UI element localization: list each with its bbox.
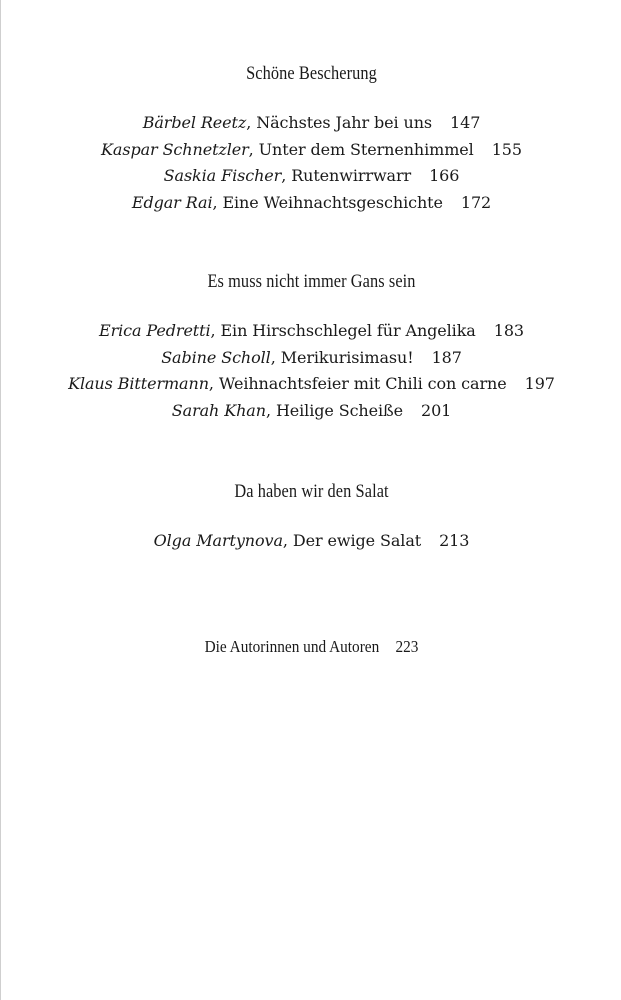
toc-section-schoene-bescherung (1, 62, 621, 216)
entry-page-number: 201 (420, 400, 452, 420)
toc-entry[interactable] (1, 110, 621, 137)
entry-separator: , (248, 139, 259, 159)
entry-page-number: 183 (493, 321, 524, 340)
entry-separator: , (210, 321, 221, 340)
entry-separator: , (208, 374, 219, 393)
toc-entry[interactable] (1, 137, 621, 164)
appendix-title: Die Autorinnen und Autoren (204, 637, 380, 656)
toc-entry[interactable] (1, 398, 621, 425)
entry-author: Sabine Scholl (161, 347, 271, 367)
section-heading: Schöne Bescherung (246, 63, 377, 84)
entry-title: Ein Hirschschlegel für Angelika (220, 321, 476, 340)
entry-page-number: 172 (460, 192, 492, 212)
entry-author: Erica Pedretti (99, 321, 211, 340)
entry-page-number: 166 (429, 166, 460, 185)
entry-page-number: 197 (524, 374, 555, 393)
entry-title: Rutenwirrwarr (291, 166, 412, 185)
entry-separator: , (282, 531, 293, 550)
entry-title: Eine Weihnachtsgeschichte (222, 192, 443, 212)
entry-page-number: 213 (439, 531, 470, 550)
entry-list (1, 528, 621, 555)
entry-author: Klaus Bittermann (68, 374, 209, 393)
entry-separator: , (212, 192, 223, 212)
toc-entry[interactable] (1, 371, 621, 398)
appendix-page-number: 223 (395, 637, 419, 656)
entry-title: Der ewige Salat (292, 531, 422, 550)
entry-separator: , (281, 166, 292, 185)
entry-author: Olga Martynova (153, 531, 283, 550)
toc-entry[interactable] (1, 190, 621, 217)
entry-separator: , (270, 347, 281, 367)
toc-section-salat (1, 480, 621, 555)
entry-author: Edgar Rai (131, 192, 213, 212)
toc-entry[interactable] (1, 163, 621, 190)
entry-separator: , (246, 113, 257, 132)
toc-appendix[interactable] (1, 635, 621, 659)
entry-title: Weihnachtsfeier mit Chili con carne (218, 374, 507, 393)
section-heading: Da haben wir den Salat (234, 481, 389, 502)
toc-section-gans (1, 270, 621, 424)
toc-entry[interactable] (1, 528, 621, 555)
entry-page-number: 155 (491, 139, 522, 159)
entry-author: Sarah Khan (171, 400, 266, 420)
entry-title: Unter dem Sternenhimmel (258, 139, 474, 159)
entry-author: Saskia Fischer (163, 166, 282, 185)
toc-entry[interactable] (1, 318, 621, 345)
entry-list (1, 110, 621, 216)
entry-page-number: 147 (450, 113, 481, 132)
entry-title: Nächstes Jahr bei uns (256, 113, 433, 132)
entry-author: Kaspar Schnetzler (101, 139, 249, 159)
entry-title: Heilige Scheiße (275, 400, 403, 420)
entry-title: Merikurisimasu! (280, 347, 414, 367)
entry-separator: , (265, 400, 276, 420)
toc-entry[interactable] (1, 345, 621, 372)
entry-author: Bärbel Reetz (142, 113, 247, 132)
entry-list (1, 318, 621, 424)
appendix-entry[interactable] (32, 635, 591, 659)
section-heading: Es muss nicht immer Gans sein (207, 271, 416, 292)
entry-page-number: 187 (431, 347, 462, 367)
